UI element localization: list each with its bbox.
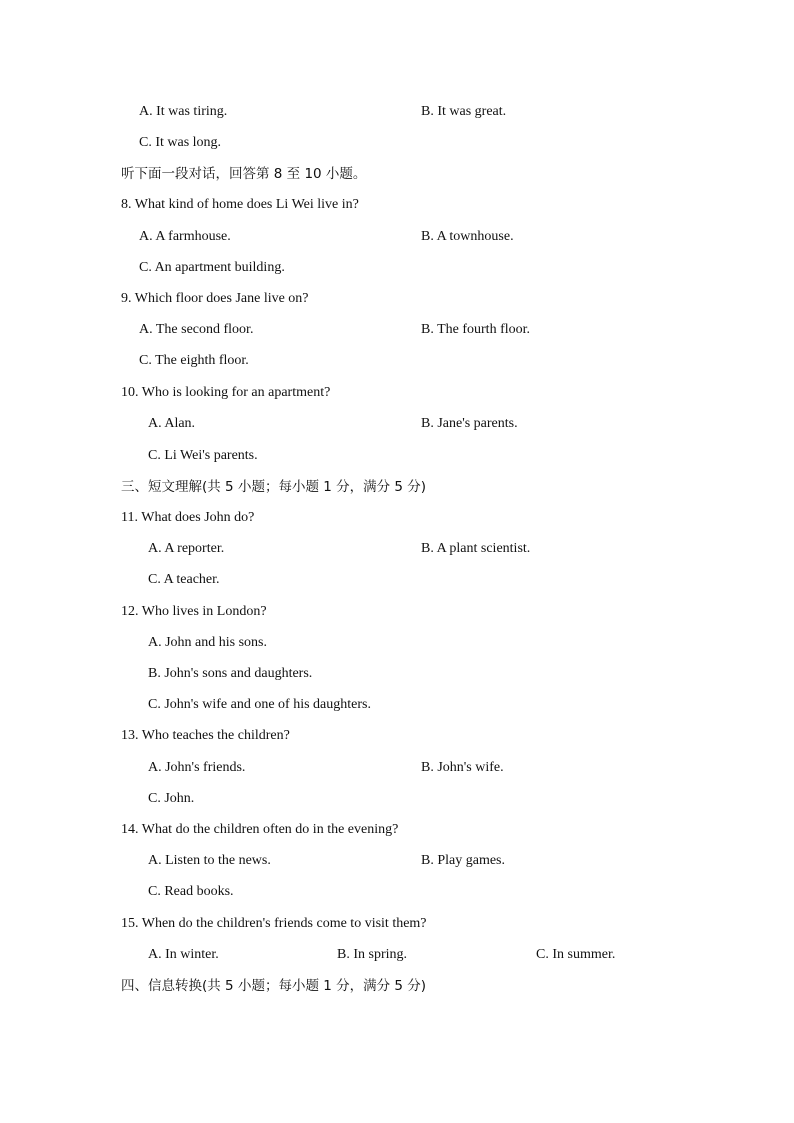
q14-option-a: A. Listen to the news. — [148, 853, 271, 868]
q12-option-b: B. John's sons and daughters. — [148, 666, 313, 681]
q15-stem: 15. When do the children's friends come to visit them? — [121, 916, 427, 931]
section-listening-instruction: 听下面一段对话，回答第 8 至 10 小题。 — [121, 166, 367, 182]
q10-option-c: C. Li Wei's parents. — [148, 448, 258, 463]
q7-option-a: A. It was tiring. — [139, 104, 228, 119]
q9-option-a: A. The second floor. — [139, 322, 254, 337]
q13-option-a: A. John's friends. — [148, 760, 246, 775]
section-4-heading: 四、信息转换(共 5 小题；每小题 1 分，满分 5 分) — [121, 978, 427, 994]
q15-option-a: A. In winter. — [148, 947, 219, 962]
q12-stem: 12. Who lives in London? — [121, 604, 267, 619]
q12-option-a: A. John and his sons. — [148, 635, 268, 650]
q7-option-c: C. It was long. — [139, 135, 222, 150]
q11-option-c: C. A teacher. — [148, 572, 220, 587]
q7-option-b: B. It was great. — [421, 104, 507, 119]
q10-option-b: B. Jane's parents. — [421, 416, 518, 431]
q13-option-c: C. John. — [148, 791, 195, 806]
q10-option-a: A. Alan. — [148, 416, 196, 431]
q11-option-b: B. A plant scientist. — [421, 541, 531, 556]
q12-option-c: C. John's wife and one of his daughters. — [148, 697, 371, 712]
q9-stem: 9. Which floor does Jane live on? — [121, 291, 309, 306]
q8-stem: 8. What kind of home does Li Wei live in? — [121, 197, 359, 212]
q14-option-b: B. Play games. — [421, 853, 505, 868]
q8-option-a: A. A farmhouse. — [139, 229, 231, 244]
q15-option-c: C. In summer. — [536, 947, 616, 962]
q9-option-c: C. The eighth floor. — [139, 353, 249, 368]
section-3-heading: 三、短文理解(共 5 小题；每小题 1 分，满分 5 分) — [121, 479, 427, 495]
q8-option-b: B. A townhouse. — [421, 229, 514, 244]
q15-option-b: B. In spring. — [337, 947, 407, 962]
q13-stem: 13. Who teaches the children? — [121, 728, 290, 743]
q11-option-a: A. A reporter. — [148, 541, 225, 556]
q9-option-b: B. The fourth floor. — [421, 322, 531, 337]
q14-option-c: C. Read books. — [148, 884, 234, 899]
q14-stem: 14. What do the children often do in the evening? — [121, 822, 399, 837]
q10-stem: 10. Who is looking for an apartment? — [121, 385, 331, 400]
q11-stem: 11. What does John do? — [121, 510, 255, 525]
q8-option-c: C. An apartment building. — [139, 260, 285, 275]
q13-option-b: B. John's wife. — [421, 760, 504, 775]
